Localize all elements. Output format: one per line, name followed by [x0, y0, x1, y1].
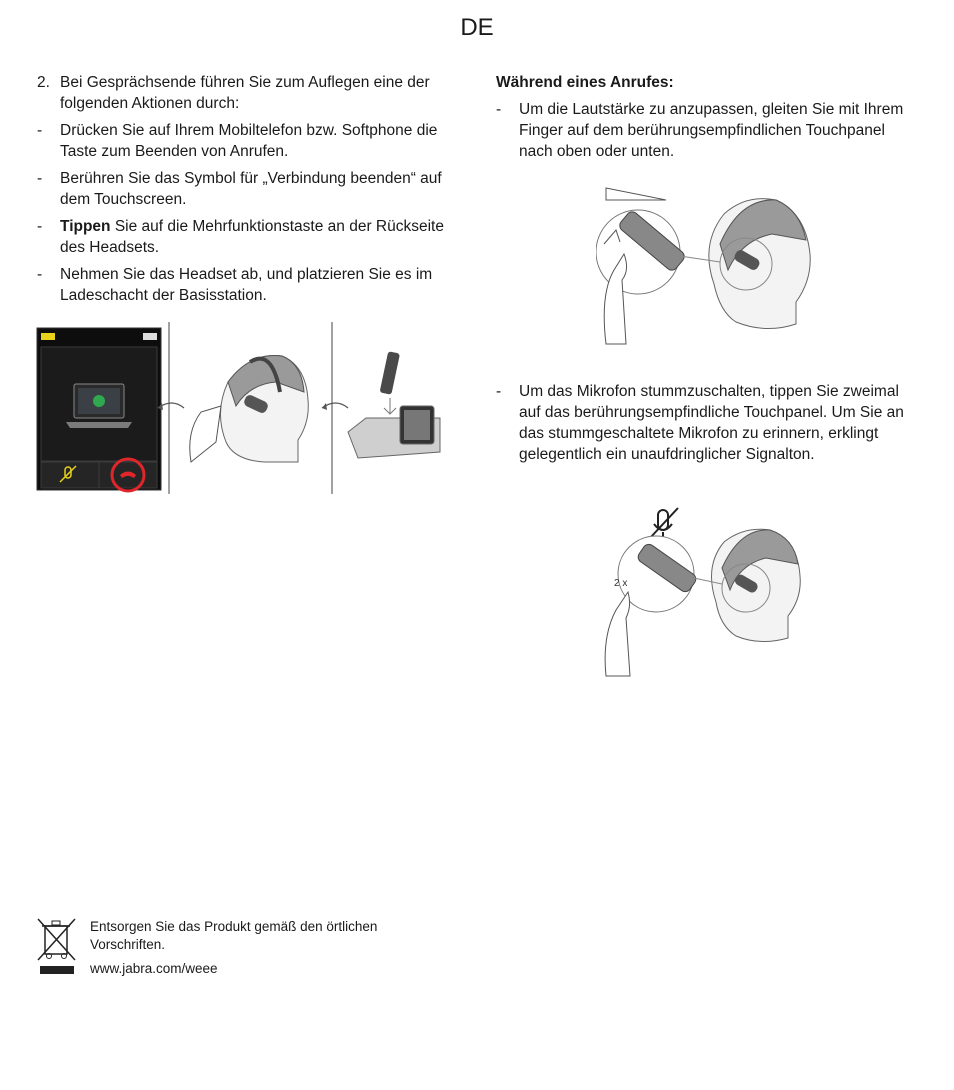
touchscreen-illustration [37, 328, 161, 491]
section-heading: Während eines Anrufes: [496, 74, 674, 91]
right-column-lower [496, 381, 916, 471]
battery-icon [41, 333, 55, 340]
step-item [37, 72, 462, 114]
tap-count-label: 2 x [614, 578, 628, 589]
bullet-text: Berühren Sie das Symbol für „Verbindung beenden“ auf dem Touchscreen. [60, 170, 442, 208]
weee-link[interactable]: www.jabra.com/weee [90, 961, 218, 976]
disposal-text: Entsorgen Sie das Produkt gemäß den örtlichen Vorschriften. [90, 919, 378, 952]
bullet-text: Um das Mikrofon stummzuschalten, tippen Sie zweimal auf das berührungsempfindliche Touchpanel. Um Sie an das stummgeschaltete Mikrofon zu erinnern, erklingt gelegentlich ein unaufdringlicher Signalton. [519, 383, 904, 463]
head-with-headset-illustration [190, 356, 309, 462]
bullet-dash: - [37, 266, 43, 283]
volume-wedge-icon [606, 188, 666, 200]
bold-keyword: Tippen [60, 218, 111, 235]
bullet-dash: - [496, 383, 502, 400]
bullet-dash: - [37, 122, 43, 139]
bullet-text: Drücken Sie auf Ihrem Mobiltelefon bzw. Softphone die Taste zum Beenden von Anrufen. [60, 122, 438, 160]
step-text: Bei Gesprächsende führen Sie zum Auflegen eine der folgenden Aktionen durch: [60, 74, 430, 112]
weee-bin-icon [37, 918, 77, 976]
bullet-dash: - [496, 101, 502, 118]
list-item [37, 120, 462, 162]
bullet-text: Sie auf die Mehrfunktionstaste an der Rückseite des Headsets. [60, 218, 444, 256]
step-number: 2. [37, 74, 50, 91]
list-item [37, 264, 462, 306]
list-item [496, 381, 916, 465]
speaker-icon [143, 333, 157, 340]
right-column [496, 72, 916, 168]
language-tag: DE [460, 14, 494, 41]
bullet-text-container [60, 216, 462, 258]
base-station-illustration [348, 351, 440, 458]
bullet-dash: - [37, 170, 43, 187]
bullet-text: Um die Lautstärke zu anzupassen, gleiten Sie mit Ihrem Finger auf dem berührungsempfindlichen Touchpanel nach oben oder unten. [519, 101, 904, 160]
mute-mic-icon [650, 508, 678, 538]
bullet-dash: - [37, 218, 43, 235]
list-item [496, 99, 916, 162]
end-call-illustration [36, 322, 446, 496]
mute-gesture-illustration [600, 506, 810, 678]
list-item [37, 216, 462, 258]
bullet-text: Nehmen Sie das Headset ab, und platzieren Sie es im Ladeschacht der Basisstation. [60, 266, 433, 304]
volume-gesture-illustration [596, 184, 820, 346]
left-column [37, 72, 462, 312]
list-item [37, 168, 462, 210]
